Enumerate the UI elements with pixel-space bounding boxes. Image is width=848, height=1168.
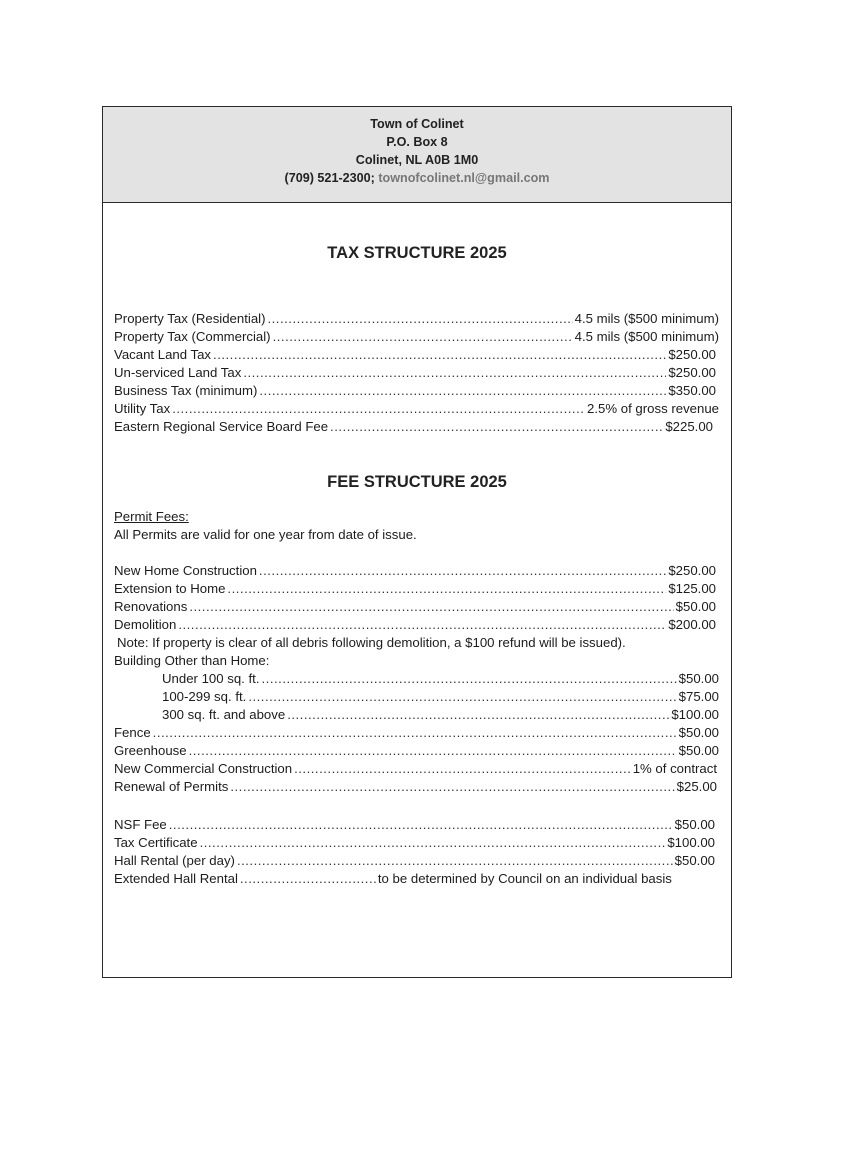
tax-row [114, 400, 719, 418]
row-label: New Commercial Construction [114, 761, 293, 776]
fee-row [114, 870, 713, 888]
row-value: $100.00 [671, 707, 719, 722]
building-row [162, 706, 719, 724]
leader-dots [169, 816, 673, 834]
leader-dots [227, 580, 666, 598]
row-value: 2.5% of gross revenue [587, 401, 719, 416]
tax-row [114, 364, 716, 382]
row-label: Property Tax (Commercial) [114, 329, 271, 344]
building-other-heading: Building Other than Home: [114, 653, 270, 668]
fee-row [114, 562, 716, 580]
tax-row [114, 418, 713, 436]
fee-row [114, 724, 719, 742]
tax-row [114, 382, 716, 400]
row-label: Un-serviced Land Tax [114, 365, 242, 380]
tax-row [114, 310, 719, 328]
leader-dots [267, 310, 572, 328]
demolition-refund-note: Note: If property is clear of all debris following demolition, a $100 refund will be issued). [117, 635, 626, 650]
row-value: $200.00 [668, 617, 716, 632]
phone: (709) 521-2300; [284, 171, 375, 185]
leader-dots [200, 834, 666, 852]
row-label: Hall Rental (per day) [114, 853, 235, 868]
row-label: Eastern Regional Service Board Fee [114, 419, 329, 434]
fee-row [114, 778, 717, 796]
row-value: $25.00 [676, 779, 717, 794]
row-label: Vacant Land Tax [114, 347, 212, 362]
po-box: P.O. Box 8 [386, 135, 448, 149]
row-label: Property Tax (Residential) [114, 311, 266, 326]
row-value: $50.00 [678, 671, 719, 686]
leader-dots [240, 870, 376, 888]
tax-row [114, 346, 716, 364]
leader-dots [294, 760, 631, 778]
row-value: $100.00 [667, 835, 715, 850]
building-row [162, 670, 719, 688]
leader-dots [259, 382, 666, 400]
permit-fees-heading: Permit Fees: [114, 509, 189, 524]
leader-dots [262, 670, 677, 688]
tax-structure-title: TAX STRUCTURE 2025 [327, 244, 507, 262]
row-label: Extended Hall Rental [114, 871, 238, 886]
row-value: $50.00 [675, 599, 716, 614]
letterhead [103, 107, 731, 203]
row-value: $250.00 [668, 347, 716, 362]
leader-dots [213, 346, 666, 364]
row-label: Renovations [114, 599, 188, 614]
address: Colinet, NL A0B 1M0 [355, 153, 479, 167]
row-value: $50.00 [674, 853, 715, 868]
row-value: $225.00 [665, 419, 713, 434]
row-label: 100-299 sq. ft. [162, 689, 247, 704]
leader-dots [248, 688, 676, 706]
leader-dots [330, 418, 663, 436]
fee-row [114, 742, 719, 760]
row-value: 4.5 mils ($500 minimum) [574, 329, 719, 344]
row-label: Under 100 sq. ft. [162, 671, 260, 686]
row-label: Fence [114, 725, 151, 740]
leader-dots [230, 778, 674, 796]
row-value: $50.00 [678, 743, 719, 758]
tax-row [114, 328, 719, 346]
leader-dots [178, 616, 666, 634]
leader-dots [172, 400, 585, 418]
town-name: Town of Colinet [370, 117, 464, 131]
row-label: Renewal of Permits [114, 779, 229, 794]
leader-dots [287, 706, 669, 724]
fee-row [114, 816, 715, 834]
row-label: Extension to Home [114, 581, 226, 596]
fee-row [114, 580, 716, 598]
row-value: $350.00 [668, 383, 716, 398]
row-value: $250.00 [668, 563, 716, 578]
leader-dots [259, 562, 666, 580]
leader-dots [243, 364, 666, 382]
fee-structure-title: FEE STRUCTURE 2025 [327, 473, 507, 491]
document-frame [102, 106, 732, 978]
row-label: Tax Certificate [114, 835, 198, 850]
leader-dots [237, 852, 673, 870]
leader-dots [153, 724, 677, 742]
email: townofcolinet.nl@gmail.com [378, 171, 550, 185]
fee-row [114, 616, 716, 634]
row-value: $250.00 [668, 365, 716, 380]
leader-dots [189, 598, 673, 616]
row-label: 300 sq. ft. and above [162, 707, 286, 722]
row-label: New Home Construction [114, 563, 257, 578]
row-label: Utility Tax [114, 401, 171, 416]
fee-row [114, 852, 715, 870]
building-row [162, 688, 719, 706]
row-value: $125.00 [668, 581, 716, 596]
fee-row [114, 760, 717, 778]
row-value: 4.5 mils ($500 minimum) [574, 311, 719, 326]
fee-row [114, 834, 715, 852]
contact-line [103, 169, 731, 187]
row-value: $50.00 [674, 817, 715, 832]
row-value: to be determined by Council on an individual basis [377, 871, 672, 886]
leader-dots [189, 742, 677, 760]
row-label: Business Tax (minimum) [114, 383, 258, 398]
row-label: NSF Fee [114, 817, 167, 832]
row-label: Greenhouse [114, 743, 187, 758]
row-value: $50.00 [678, 725, 719, 740]
fee-row [114, 598, 716, 616]
row-label: Demolition [114, 617, 177, 632]
leader-dots [273, 328, 573, 346]
row-value: $75.00 [678, 689, 719, 704]
row-value: 1% of contract [632, 761, 717, 776]
permit-validity-note: All Permits are valid for one year from date of issue. [114, 527, 417, 542]
